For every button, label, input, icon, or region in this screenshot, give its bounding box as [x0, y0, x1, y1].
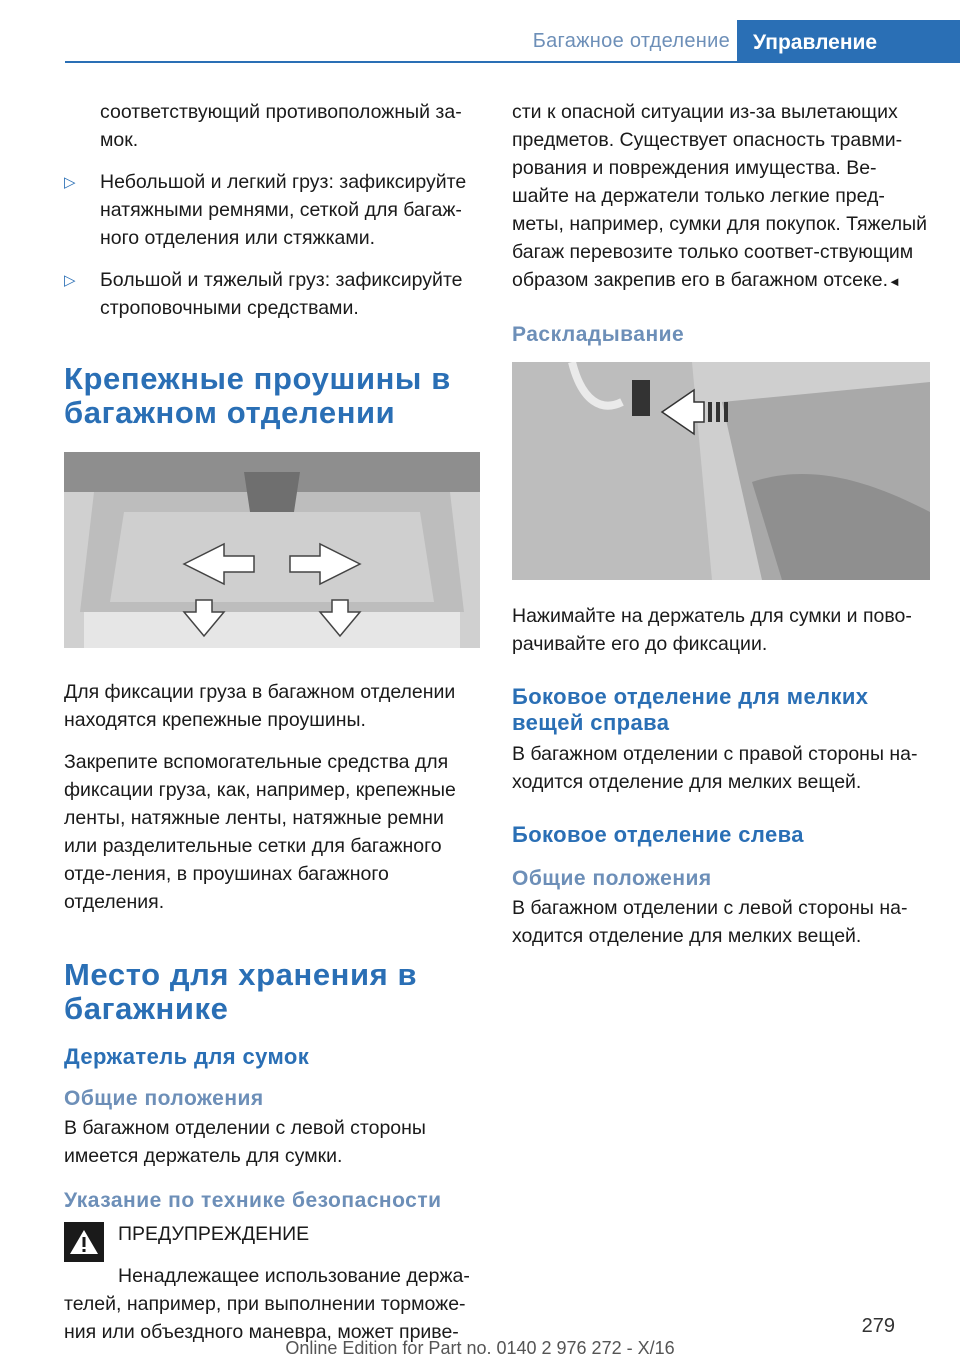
bullet-text: Небольшой и легкий груз: зафиксируйте натяжными ремнями, сеткой для багаж-ного отделения или стяжками. — [100, 171, 467, 249]
bag-holder-image — [512, 362, 930, 580]
bullet-item — [64, 266, 480, 322]
trunk-illustration — [64, 452, 480, 648]
paragraph-side-right: В багажном отделении с правой стороны на-ходится отделение для мелких вещей. — [512, 743, 918, 793]
header-section-title: Багажное отделение — [532, 30, 730, 52]
heading-bag-holder: Держатель для сумок — [64, 1044, 310, 1069]
paragraph-eyelets-2: Закрепите вспомогательные средства для фиксации груза, как, например, крепежные ленты, натяжные ленты, натяжные ремни или разделительные сетки для багажного отде-ления, в проушинах багажного отделения. — [64, 751, 456, 913]
paragraph-general: В багажном отделении с левой стороны имеется держатель для сумки. — [64, 1117, 426, 1167]
heading-side-right: Боковое отделение для мелких вещей справа — [512, 684, 869, 735]
bag-holder-illustration — [512, 362, 930, 580]
bullet-text: Большой и тяжелый груз: зафиксируйте строповочными средствами. — [100, 269, 463, 319]
page-number: 279 — [861, 1315, 895, 1337]
paragraph-side-left: В багажном отделении с левой стороны на-ходится отделение для мелких вещей. — [512, 897, 908, 947]
heading-general: Общие положения — [64, 1087, 264, 1110]
heading-general-2: Общие положения — [512, 867, 712, 890]
heading-side-left: Боковое отделение слева — [512, 822, 804, 847]
bullet-item — [64, 168, 480, 252]
header-tab-active[interactable]: Управление — [737, 20, 960, 63]
heading-storage: Место для хранения в багажнике — [64, 957, 418, 1026]
warning-continued — [512, 98, 930, 296]
warning-block — [64, 1220, 480, 1262]
end-marker: ◄ — [888, 274, 901, 289]
right-column — [512, 98, 930, 964]
paragraph-eyelets-1: Для фиксации груза в багажном отделении находятся крепежные проушины. — [64, 681, 456, 731]
footer-edition: Online Edition for Part no. 0140 2 976 272 - X/16 — [285, 1338, 675, 1358]
warning-title: ПРЕДУПРЕЖДЕНИЕ — [118, 1223, 310, 1245]
warning-text: Ненадлежащее использование держа-телей, например, при выполнении торможе-ния или объездного маневра, может приве- — [64, 1265, 470, 1343]
paragraph-unfold: Нажимайте на держатель для сумки и пово-рачивайте его до фиксации. — [512, 605, 912, 655]
heading-eyelets: Крепежные проушины в багажном отделении — [64, 361, 451, 430]
left-column — [64, 98, 480, 1360]
bullet-triangle-icon: ▷ — [64, 272, 76, 289]
trunk-eyelets-image — [64, 452, 480, 648]
continued-paragraph: соответствующий противоположный за-мок. — [100, 101, 462, 151]
heading-safety: Указание по технике безопасности — [64, 1189, 442, 1212]
warning-continued-text: сти к опасной ситуации из-за вылетающих предметов. Существует опасность травми-рования и повреждения имущества. Ве-шайте на держатели только легкие пред-меты, например, сумки для покупок. Тяжелый багаж перевозите только соответ-ствующим образом закрепив его в багажном отсеке. — [512, 101, 928, 291]
bullet-triangle-icon: ▷ — [64, 174, 76, 191]
warning-triangle-icon — [64, 1222, 104, 1262]
heading-unfold: Раскладывание — [512, 323, 685, 346]
header-rule — [65, 61, 960, 63]
